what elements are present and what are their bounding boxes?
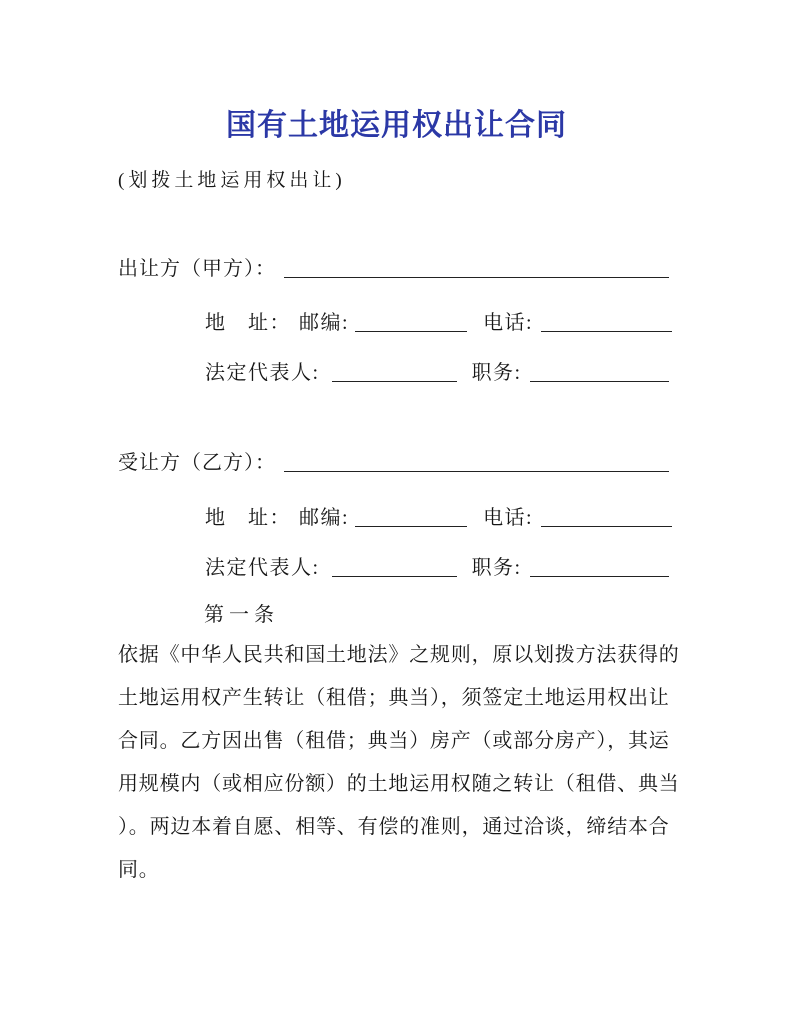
party-b-position-label: 职务: <box>471 557 522 579</box>
paragraph-line: 合同。乙方因出售（租借；典当）房产（或部分房产），其运 <box>118 730 670 752</box>
party-b-zip-label: 邮编: <box>299 507 350 529</box>
party-b-line <box>118 450 675 476</box>
party-b-phone-blank <box>541 506 672 527</box>
party-a-position-blank <box>530 361 669 382</box>
party-b-label: 受让方（乙方）： <box>118 452 276 474</box>
party-a-address-label: 地 址： <box>205 312 291 334</box>
paragraph-line: 土地运用权产生转让（租借；典当），须签定土地运用权出让 <box>118 687 670 709</box>
party-a-rep-row <box>205 360 675 386</box>
party-a-address-row <box>205 310 675 336</box>
party-b-position-blank <box>530 556 669 577</box>
party-a-legal-rep-label: 法定代表人: <box>205 362 320 384</box>
article-1-body <box>118 634 680 892</box>
party-b-name-blank <box>284 451 669 472</box>
party-a-line <box>118 256 675 282</box>
party-b-zip-blank <box>355 506 467 527</box>
document-title: 国有土地运用权出让合同 <box>226 109 567 142</box>
party-b-legal-rep-label: 法定代表人: <box>205 557 320 579</box>
paragraph-line: 用规模内（或相应份额）的土地运用权随之转让（租借、典当 <box>118 773 680 795</box>
party-a-label: 出让方（甲方）： <box>118 258 276 280</box>
paragraph-line: 依据《中华人民共和国土地法》之规则，原以划拨方法获得的 <box>118 644 680 666</box>
party-b-phone-label: 电话: <box>483 507 534 529</box>
party-a-zip-label: 邮编: <box>299 312 350 334</box>
paragraph-line: ）。两边本着自愿、相等、有偿的准则，通过洽谈，缔结本合 <box>118 816 670 838</box>
party-b-rep-row <box>205 555 675 581</box>
party-a-name-blank <box>284 257 669 278</box>
party-a-phone-blank <box>541 311 672 332</box>
party-b-address-row <box>205 505 675 531</box>
party-a-zip-blank <box>355 311 467 332</box>
party-a-legal-rep-blank <box>332 361 457 382</box>
article-1-heading: 第一条 <box>204 604 279 626</box>
party-b-address-label: 地 址： <box>205 507 291 529</box>
document-subtitle: (划拨土地运用权出让) <box>118 170 346 191</box>
paragraph-line: 同。 <box>118 859 160 881</box>
party-a-position-label: 职务: <box>471 362 522 384</box>
party-a-phone-label: 电话: <box>483 312 534 334</box>
party-b-legal-rep-blank <box>332 556 457 577</box>
